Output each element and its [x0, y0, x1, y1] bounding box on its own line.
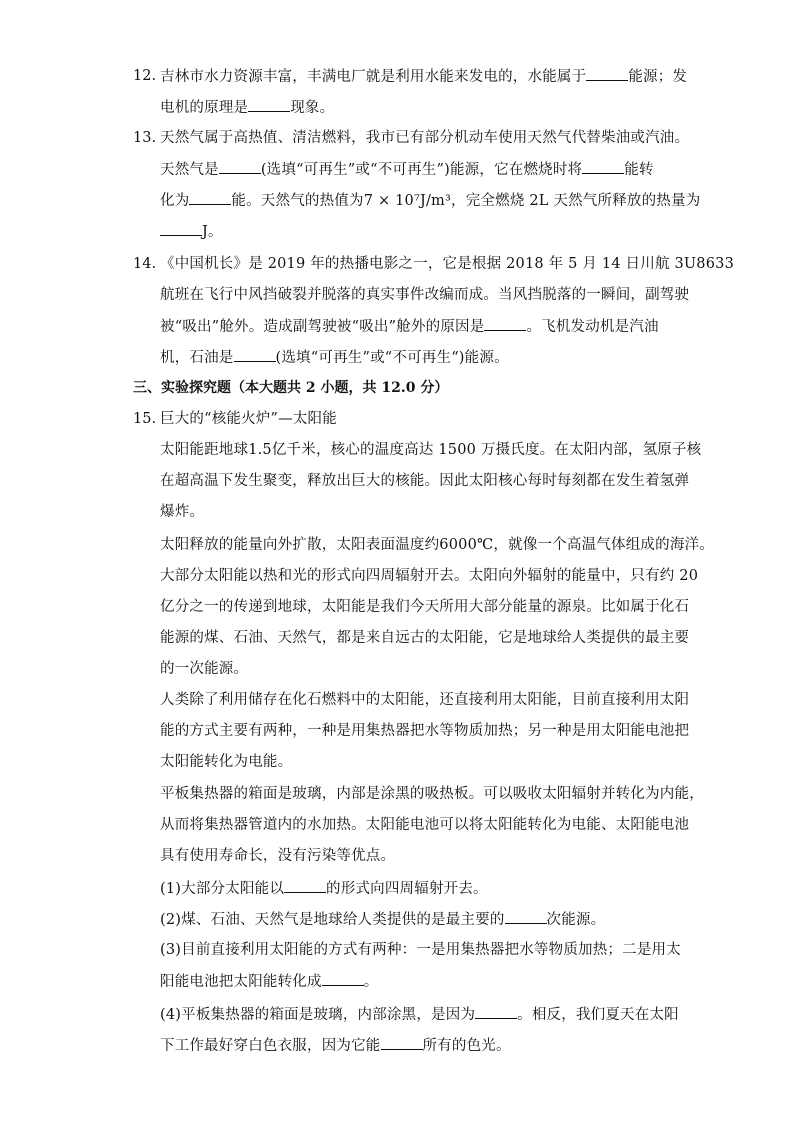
- q15-number: 15.: [133, 411, 157, 427]
- passage-line: 从而将集热器管道内的水加热。太阳能电池可以将太阳能转化为电能、太阳能电池: [160, 817, 690, 833]
- sub-question-2: [160, 909, 605, 930]
- q12-number: 12.: [133, 68, 157, 84]
- q15-blank-2[interactable]: [505, 909, 547, 924]
- q14-text: (选填“可再生”或“不可再生“)能源。: [275, 350, 509, 366]
- sub-question-3-line-1: (3)目前直接利用太阳能的方式有两种：一是用集热器把水等物质加热；二是用太: [160, 942, 681, 958]
- sub-question-text: (2)煤、石油、天然气是地球给人类提供的是最主要的: [160, 912, 505, 928]
- q12-text: 现象。: [290, 100, 335, 116]
- sub-question-1: [160, 878, 488, 899]
- sub-question-3-line-2: [160, 971, 378, 992]
- q12-text: 能源；发: [628, 69, 688, 85]
- q13-text: 能转: [624, 162, 654, 178]
- passage-line: 的一次能源。: [160, 661, 249, 677]
- q12-blank-1[interactable]: [586, 66, 628, 81]
- passage-line: 人类除了利用储存在化石燃料中的太阳能，还直接利用太阳能，目前直接利用太阳: [160, 692, 690, 708]
- q12-text: 电机的原理是: [160, 100, 249, 116]
- q13-text: 天然气是: [160, 162, 219, 178]
- q12-blank-2[interactable]: [248, 97, 290, 112]
- sub-question-text: 。相反，我们夏天在太阳: [517, 1007, 679, 1023]
- passage-line: 能源的煤、石油、天然气，都是来自远古的太阳能，它是地球给人类提供的最主要: [160, 630, 690, 646]
- q15-blank-4[interactable]: [475, 1004, 517, 1019]
- q13-blank-4[interactable]: [160, 221, 202, 236]
- passage-line: 爆炸。: [160, 504, 205, 520]
- q14-line-2: 航班在飞行中风挡破裂并脱落的真实事件改编而成。当风挡脱落的一瞬间，副驾驶: [160, 287, 690, 303]
- q13-line-3: [160, 190, 700, 211]
- sub-question-text: 次能源。: [546, 912, 606, 928]
- q14-number: 14.: [133, 256, 157, 272]
- sub-question-text: 的形式向四周辐射开去。: [326, 881, 488, 897]
- q13-blank-2[interactable]: [582, 159, 624, 174]
- q13-text: 化为: [160, 193, 190, 209]
- q14-blank-2[interactable]: [234, 347, 276, 362]
- passage-line: 太阳能距地球1.5亿千米，核心的温度高达 1500 万摄氏度。在太阳内部，氢原子核: [160, 442, 702, 458]
- passage-line: 大部分太阳能以热和光的形式向四周辐射开去。太阳向外辐射的能量中，只有约 20: [160, 568, 699, 584]
- q15-blank-3[interactable]: [322, 971, 364, 986]
- passage-line: 能的方式主要有两种，一种是用集热器把水等物质加热；另一种是用太阳能电池把: [160, 723, 690, 739]
- q14-blank-1[interactable]: [484, 316, 526, 331]
- passage-line: 太阳释放的能量向外扩散，太阳表面温度约6000℃，就像一个高温气体组成的海洋。: [160, 537, 714, 553]
- passage-line: 具有使用寿命长，没有污染等优点。: [160, 848, 396, 864]
- q13-line-2: [160, 159, 654, 180]
- sub-question-text: (4)平板集热器的箱面是玻璃，内部涂黑，是因为: [160, 1007, 476, 1023]
- q15-blank-1[interactable]: [284, 878, 326, 893]
- q14-line-3: [160, 316, 659, 337]
- q14-text: 被“吸出”舱外。造成副驾驶被“吸出”舱外的原因是: [160, 319, 485, 335]
- q13-blank-3[interactable]: [189, 190, 231, 205]
- q13-line-4: [160, 221, 223, 242]
- passage-line: 太阳能转化为电能。: [160, 754, 293, 770]
- q13-text: 能。天然气的热值为7 × 10⁷J/m³，完全燃烧 2L 天然气所释放的热量为: [231, 193, 701, 209]
- passage-line: 平板集热器的箱面是玻璃，内部是涂黑的吸热板。可以吸收太阳辐射并转化为内能，: [160, 786, 704, 802]
- q14-text: 。飞机发动机是汽油: [526, 319, 659, 335]
- q12-line-2: [160, 97, 334, 118]
- q13-text: J。: [202, 224, 223, 240]
- q13-blank-1[interactable]: [219, 159, 261, 174]
- passage-line: 在超高温下发生聚变，释放出巨大的核能。因此太阳核心每时每刻都在发生着氢弹: [160, 473, 690, 489]
- q14-line-4: [160, 347, 509, 368]
- q12-line-1: [160, 66, 687, 87]
- sub-question-4-line-1: [160, 1004, 679, 1025]
- q13-text: (选填“可再生”或“不可再生”)能源，它在燃烧时将: [260, 162, 583, 178]
- q13-number: 13.: [133, 130, 157, 146]
- sub-question-text: 。: [363, 974, 379, 990]
- q15-blank-5[interactable]: [381, 1035, 423, 1050]
- sub-question-text: 阳能电池把太阳能转化成: [160, 974, 322, 990]
- q15-title: 巨大的“核能火炉”—太阳能: [160, 411, 337, 427]
- passage-line: 亿分之一的传递到地球，太阳能是我们今天所用大部分能量的源泉。比如属于化石: [160, 599, 690, 615]
- q14-text: 机，石油是: [160, 350, 234, 366]
- sub-question-text: (1)大部分太阳能以: [160, 881, 285, 897]
- sub-question-text: 所有的色光。: [422, 1038, 511, 1054]
- sub-question-text: 下工作最好穿白色衣服，因为它能: [160, 1038, 381, 1054]
- sub-question-4-line-2: [160, 1035, 511, 1056]
- q12-text: 吉林市水力资源丰富，丰满电厂就是利用水能来发电的，水能属于: [160, 69, 587, 85]
- q13-line-1: 天然气属于高热值、清洁燃料，我市已有部分机动车使用天然气代替柴油或汽油。: [160, 130, 690, 146]
- q14-line-1: 《中国机长》是 2019 年的热播电影之一，它是根据 2018 年 5 月 14 日川航 3U8633: [160, 256, 735, 272]
- section-heading: 三、实验探究题（本大题共 2 小题，共 12.0 分）: [133, 380, 449, 396]
